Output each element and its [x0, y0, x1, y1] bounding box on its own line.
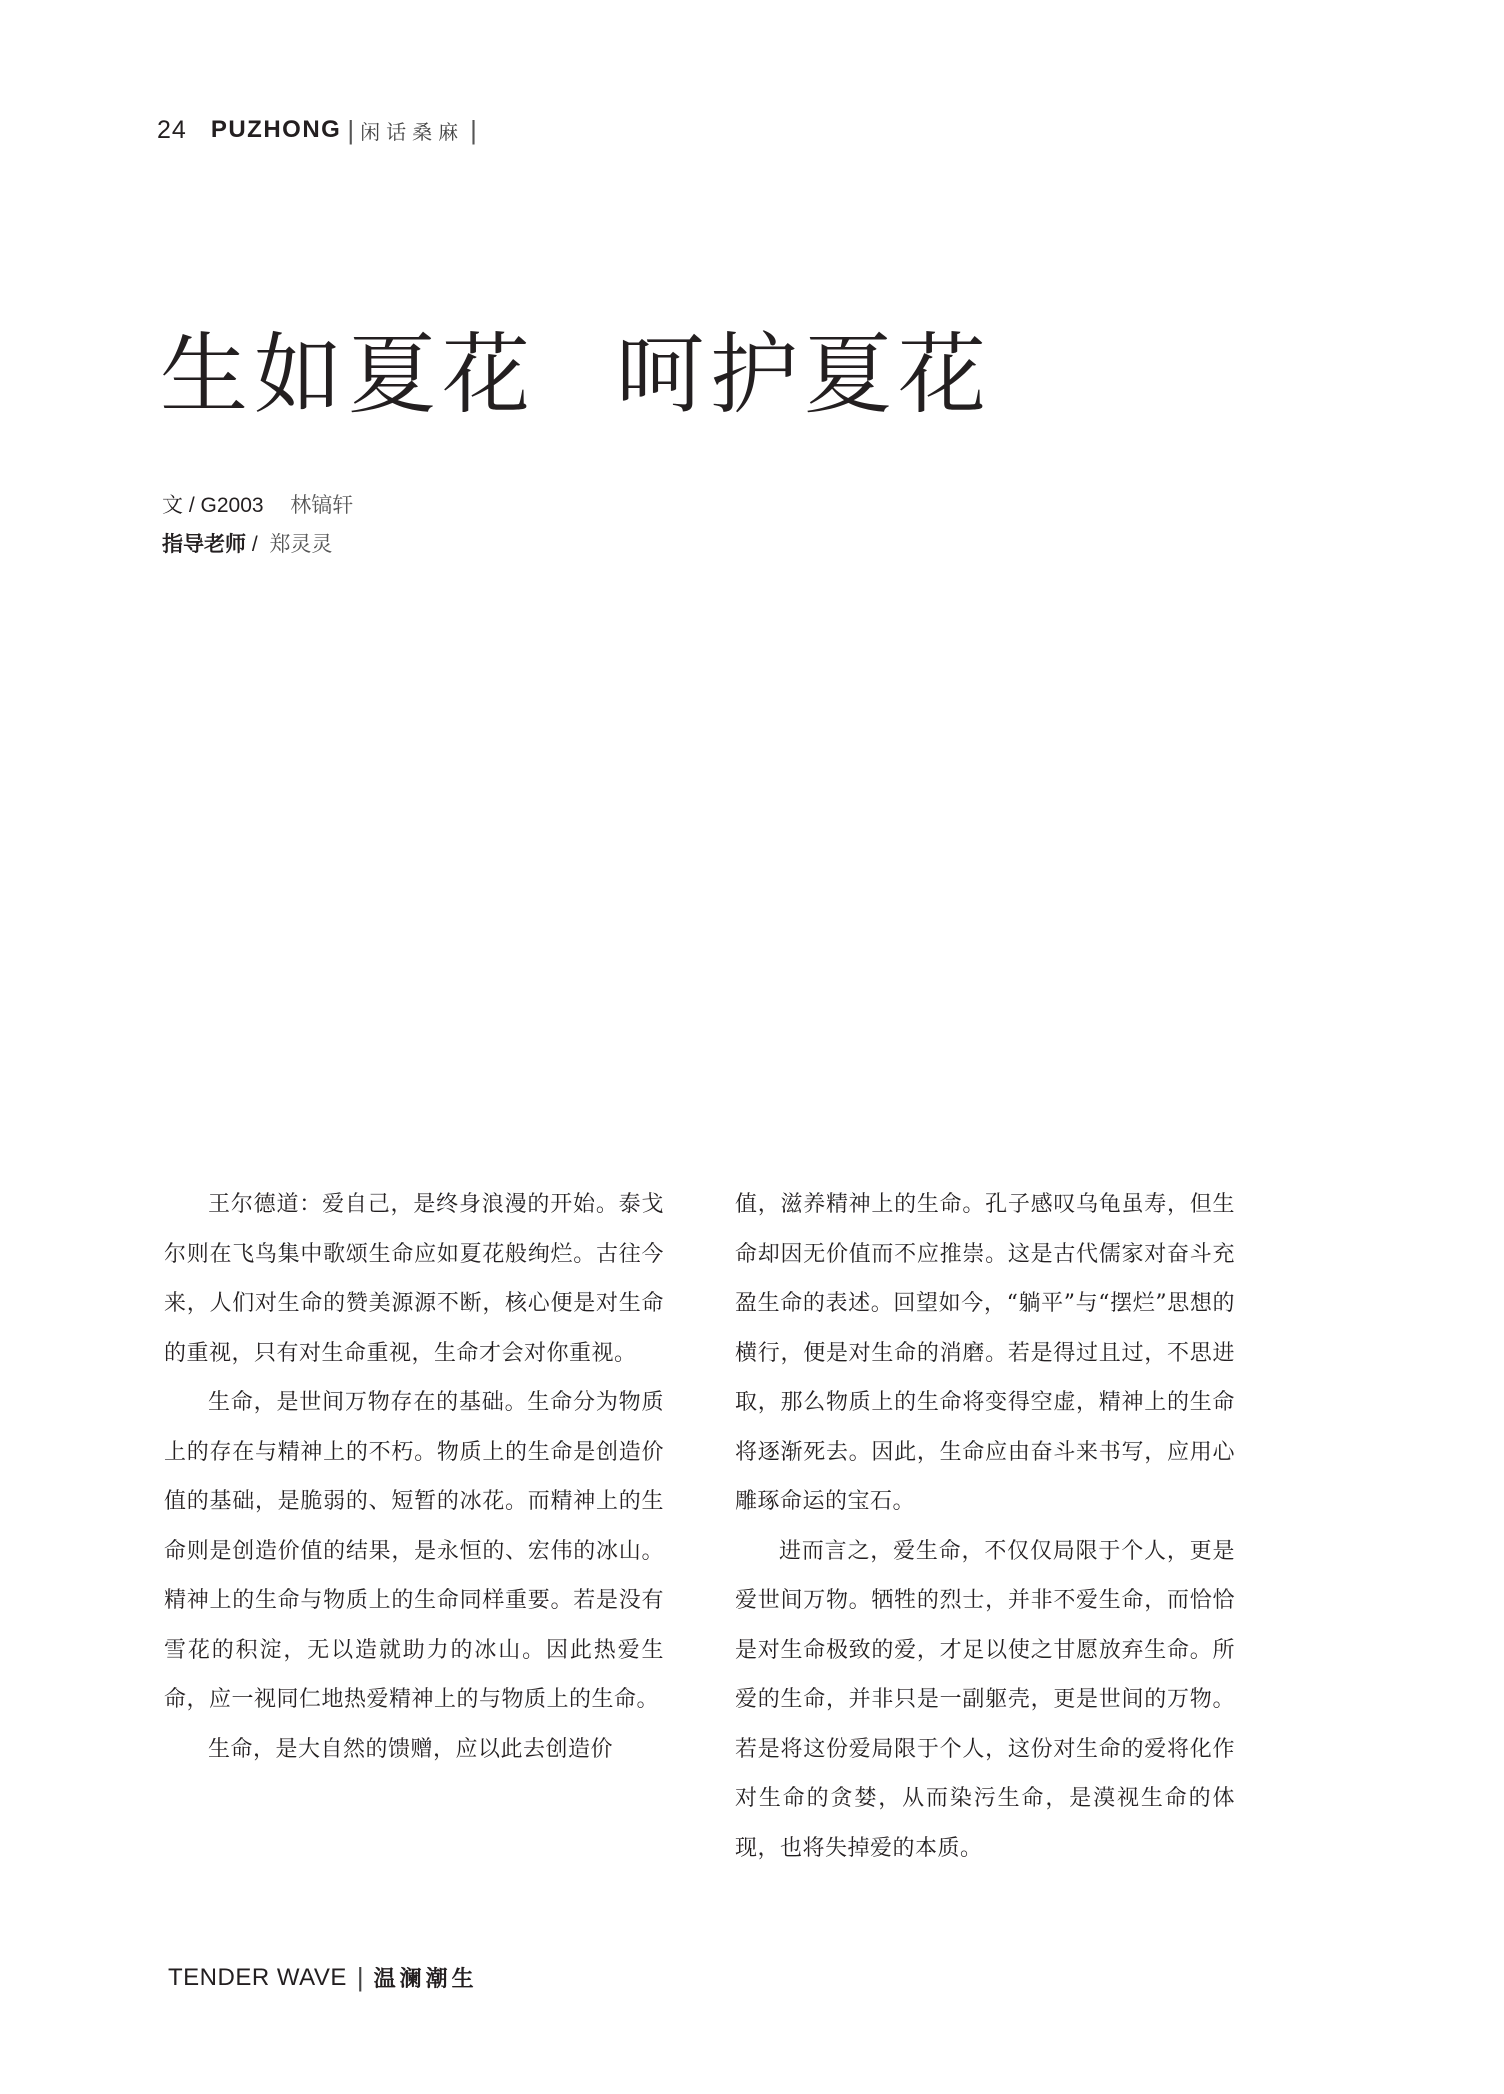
- paragraph: 值，滋养精神上的生命。孔子感叹乌龟虽寿，但生命却因无价值而不应推崇。这是古代儒家对奋斗充盈生命的表述。回望如今，“躺平”与“摆烂”思想的横行，便是对生命的消磨。若是得过且过，不思进取，那么物质上的生命将变得空虚，精神上的生命将逐渐死去。因此，生命应由奋斗来书写，应用心雕琢命运的宝石。: [735, 1192, 1235, 1514]
- running-header: [157, 112, 483, 148]
- section-name: 闲话桑麻: [360, 119, 465, 144]
- paragraph: 王尔德道：爱自己，是终身浪漫的开始。泰戈尔则在飞鸟集中歌颂生命应如夏花般绚烂。古往今来，人们对生命的赞美源源不断，核心便是对生命的重视，只有对生命重视，生命才会对你重视。: [164, 1192, 664, 1366]
- body-column-left: [164, 1180, 664, 1774]
- footer-separator: |: [356, 1962, 364, 1992]
- article-title-part2: 呵护夏花: [616, 323, 993, 426]
- magazine-brand: PUZHONG: [210, 116, 342, 143]
- advisor-line: [162, 524, 333, 565]
- article-title-part1: 生如夏花: [160, 323, 537, 426]
- paragraph: 进而言之，爱生命，不仅仅局限于个人，更是爱世间万物。牺牲的烈士，并非不爱生命，而恰恰是对生命极致的爱，才足以使之甘愿放弃生命。所爱的生命，并非只是一副躯壳，更是世间的万物。若是将这份爱局限于个人，这份对生命的爱将化作对生命的贪婪，从而染污生命，是漠视生命的体现，也将失掉爱的本质。: [735, 1538, 1235, 1861]
- author-line: [162, 485, 353, 526]
- body-column-right: [735, 1180, 1235, 1873]
- author-label: 文 / G2003: [162, 494, 264, 517]
- advisor-name: 郑灵灵: [269, 532, 333, 556]
- header-separator-left: |: [347, 114, 355, 145]
- paragraph: 生命，是大自然的馈赠，应以此去创造价: [208, 1736, 614, 1762]
- advisor-separator: /: [246, 533, 264, 556]
- author-name: 林镐轩: [290, 493, 354, 517]
- header-separator-right: |: [470, 114, 477, 145]
- footer-english-title: TENDER WAVE: [168, 1963, 347, 1991]
- advisor-label: 指导老师: [162, 533, 246, 556]
- page-number: 24: [157, 115, 187, 144]
- article-title: [160, 322, 992, 428]
- running-footer: [168, 1962, 478, 1993]
- paragraph: 生命，是世间万物存在的基础。生命分为物质上的存在与精神上的不朽。物质上的生命是创造价值的基础，是脆弱的、短暂的冰花。而精神上的生命则是创造价值的结果，是永恒的、宏伟的冰山。精神上的生命与物质上的生命同样重要。若是没有雪花的积淀，无以造就助力的冰山。因此热爱生命，应一视同仁地热爱精神上的与物质上的生命。: [164, 1390, 664, 1712]
- footer-chinese-title: 温澜潮生: [373, 1967, 478, 1992]
